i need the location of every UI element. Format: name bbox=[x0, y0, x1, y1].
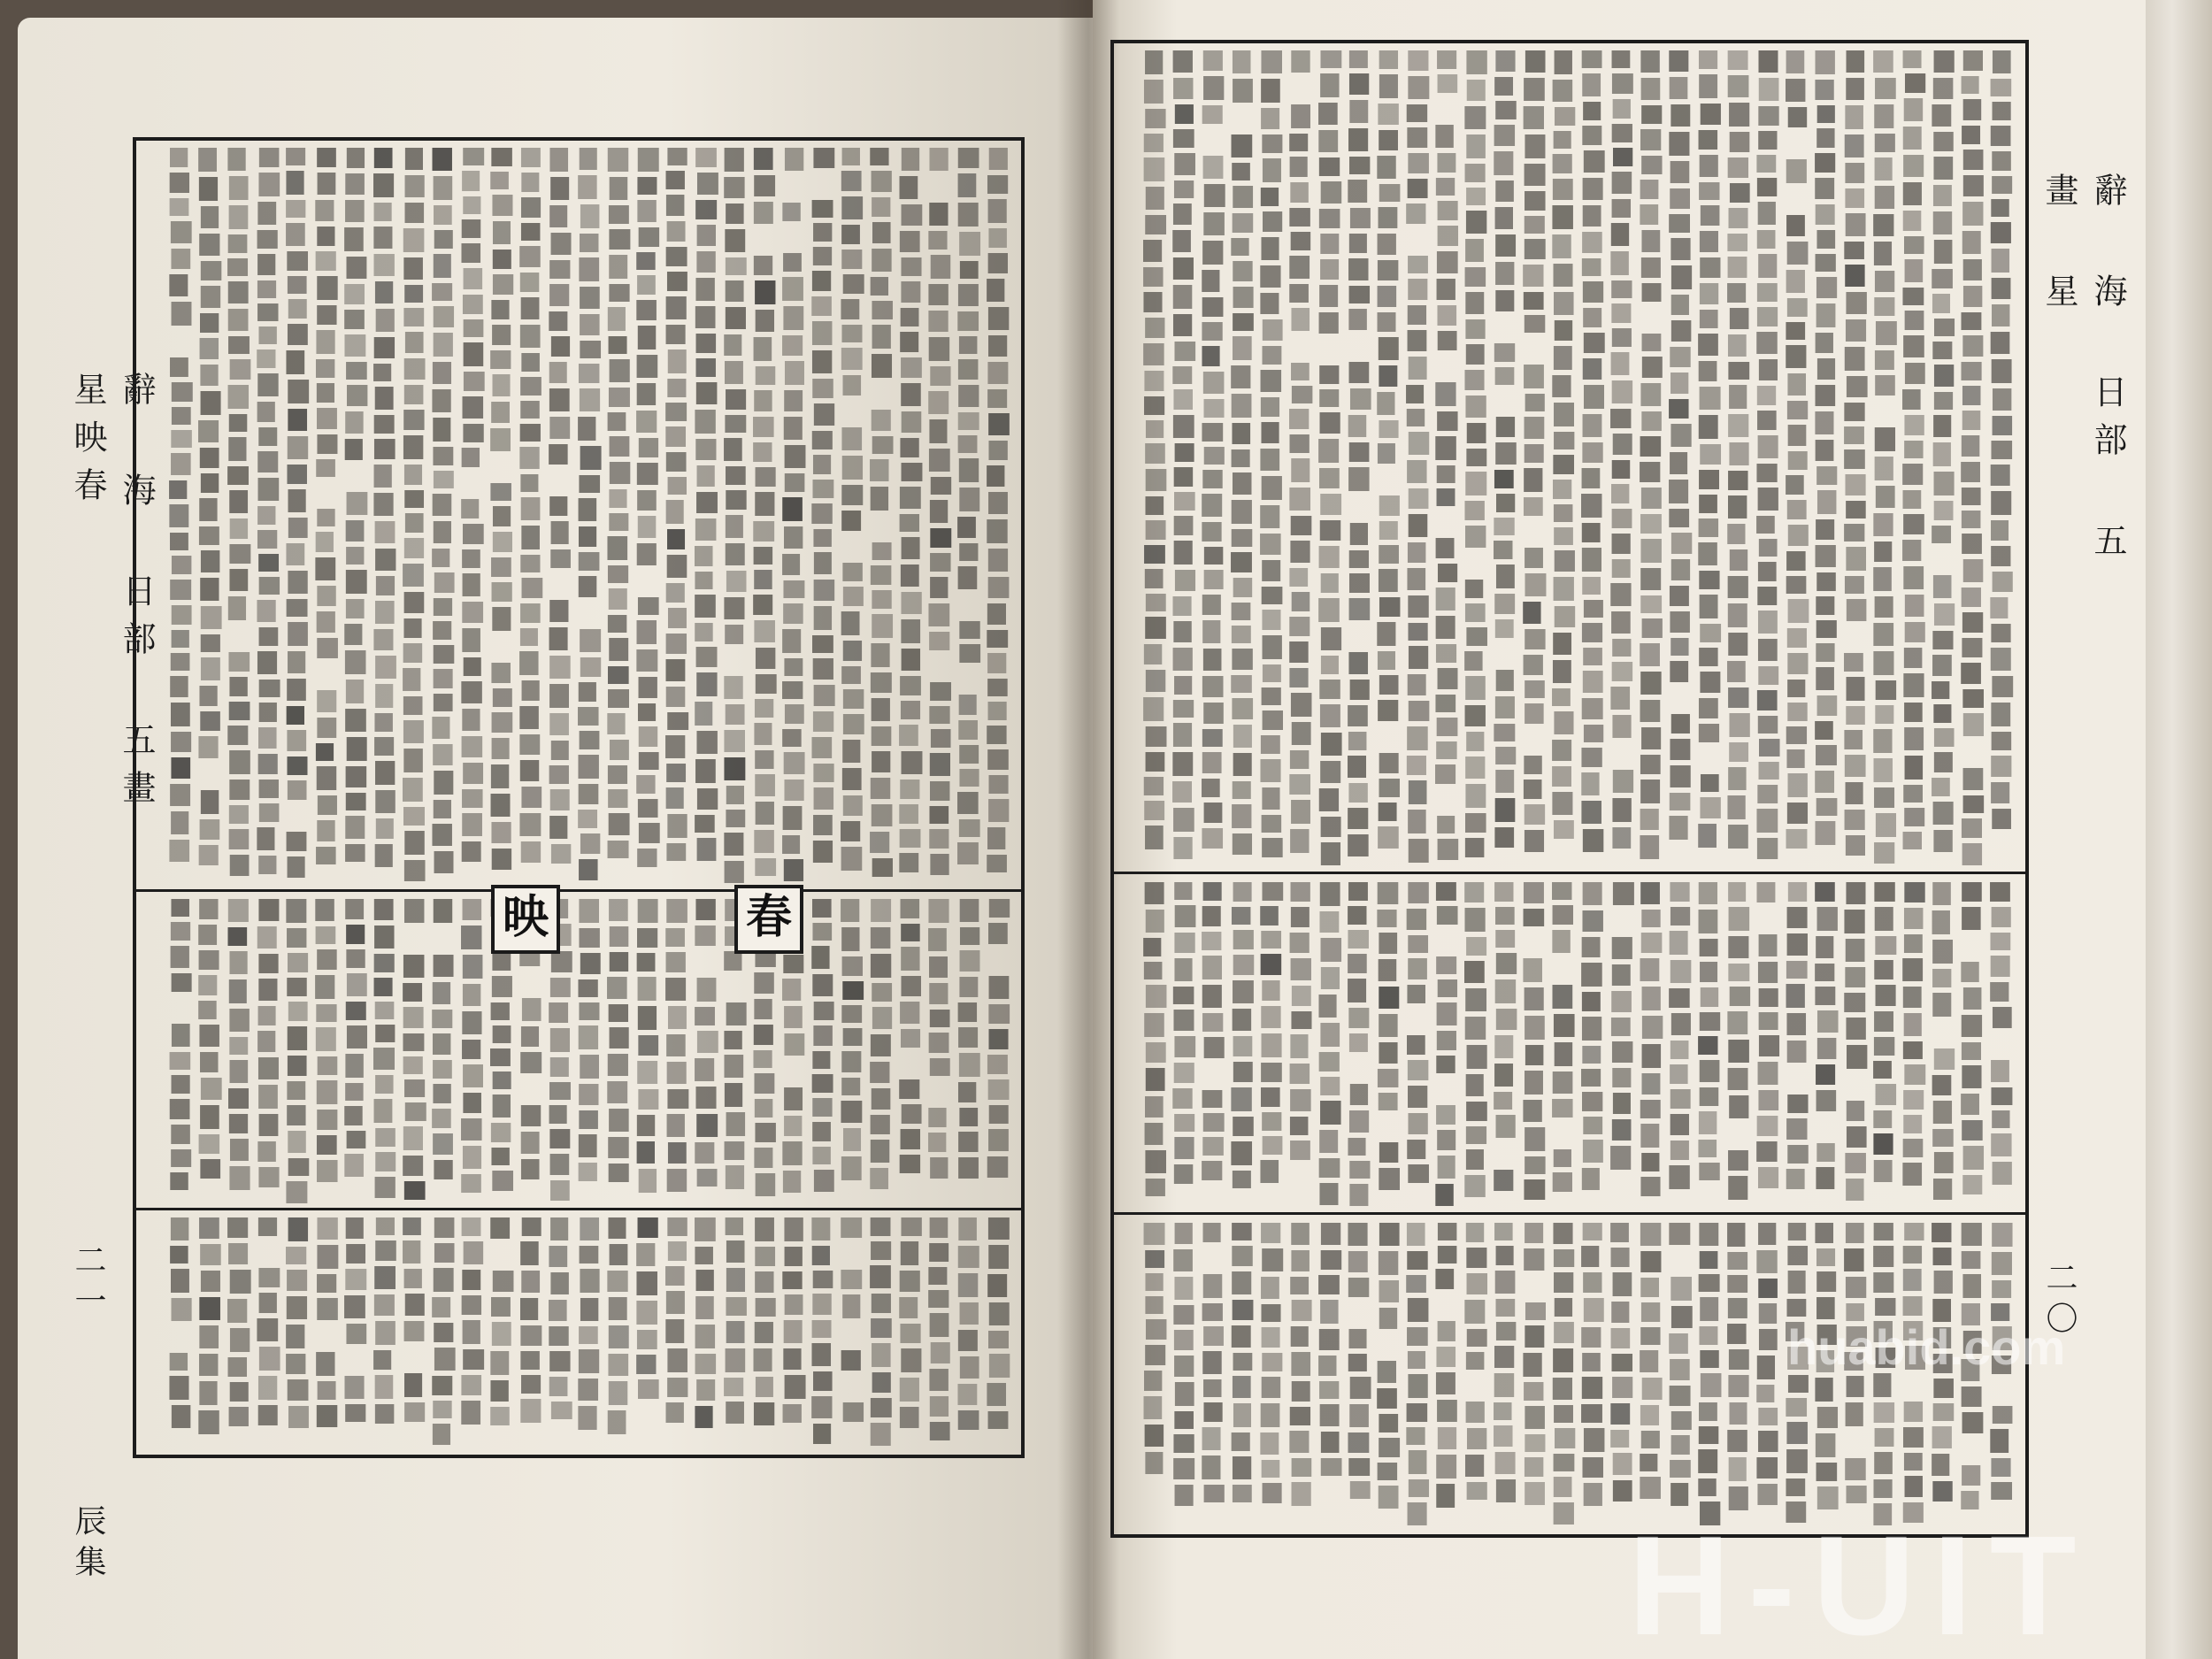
left-page-number: 二一 bbox=[70, 1243, 106, 1325]
print-texture bbox=[140, 1214, 1011, 1446]
left-top-text bbox=[140, 144, 1011, 883]
page-edges bbox=[2146, 0, 2212, 1659]
left-middle-text bbox=[140, 895, 1011, 1203]
right-middle-text bbox=[1118, 879, 2015, 1206]
left-running-head: 辭 海 日部 五畫 星映春 bbox=[68, 372, 156, 818]
right-tier-divider bbox=[1110, 1212, 2025, 1215]
right-page-number: 二〇 bbox=[2041, 1261, 2078, 1342]
left-collection-label: 辰集 bbox=[70, 1504, 106, 1586]
left-tier-divider bbox=[133, 1208, 1021, 1210]
print-texture bbox=[140, 895, 1011, 1203]
print-texture bbox=[1118, 47, 2015, 865]
watermark-site: huabid.com bbox=[1787, 1319, 2066, 1375]
right-tier-divider bbox=[1110, 872, 2025, 874]
right-running-head: 辭 海 日部 五畫 星 bbox=[2039, 173, 2127, 571]
left-bottom-text bbox=[140, 1214, 1011, 1446]
print-texture bbox=[140, 144, 1011, 883]
right-top-text bbox=[1118, 47, 2015, 865]
head-char-ying: 映 bbox=[491, 885, 560, 954]
left-tier-divider bbox=[133, 889, 1021, 892]
print-texture bbox=[1118, 879, 2015, 1206]
watermark-logo: H-UIT bbox=[1628, 1506, 2094, 1659]
head-char-chun: 春 bbox=[734, 885, 803, 954]
